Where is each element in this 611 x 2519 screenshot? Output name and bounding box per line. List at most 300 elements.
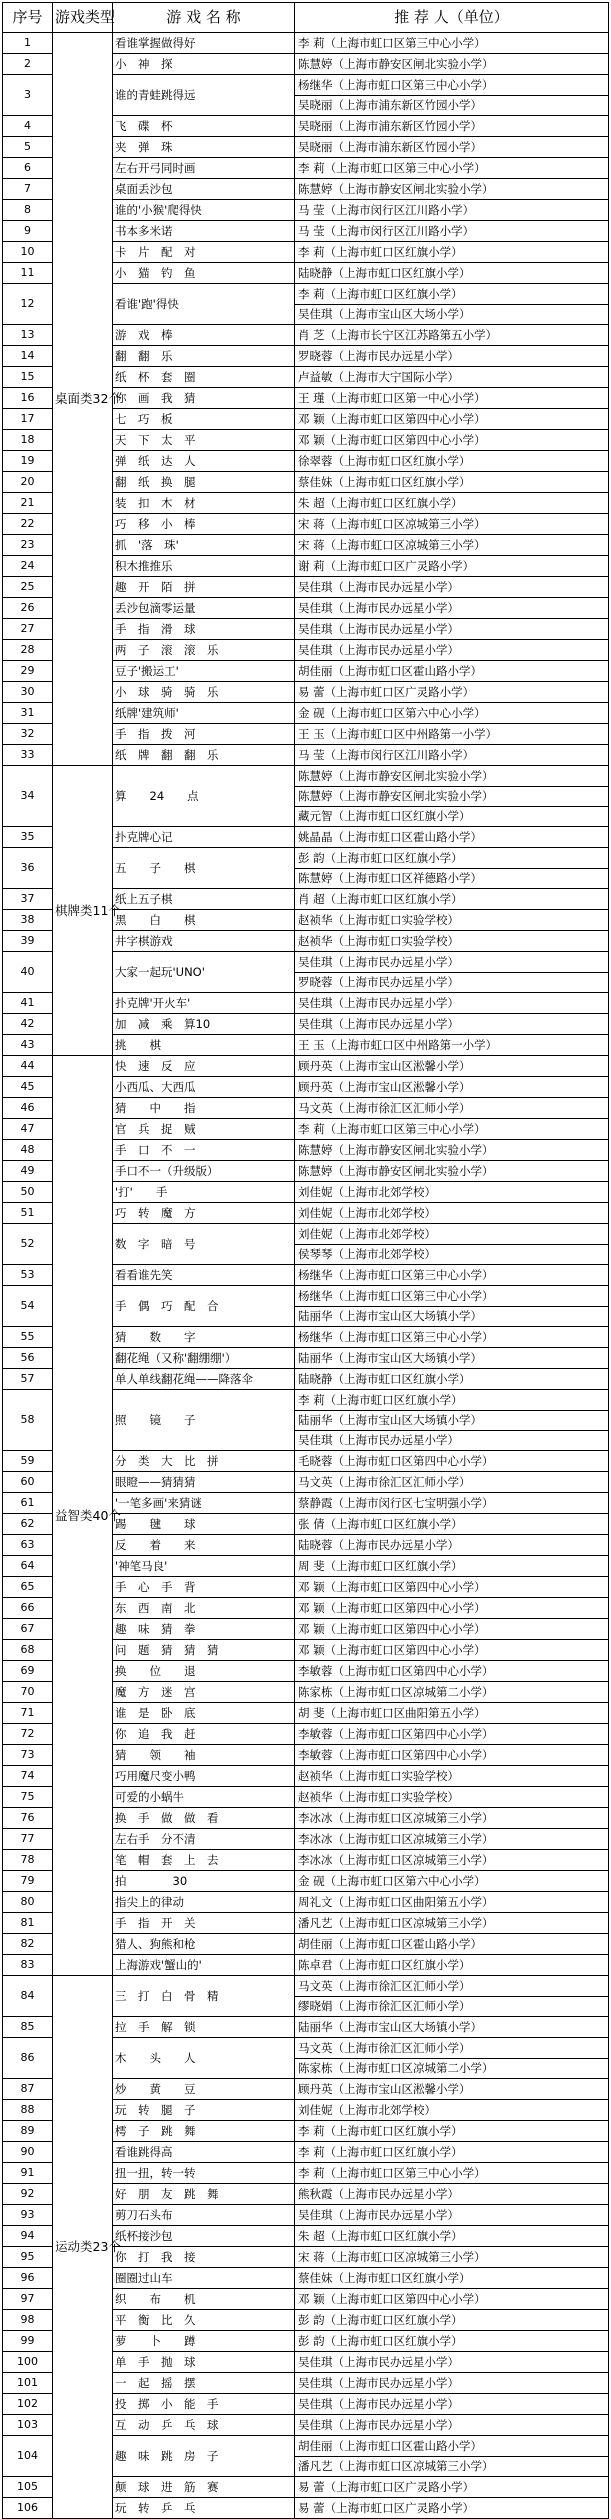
game-name: 七 巧 板 (113, 409, 295, 430)
game-name: 东 西 南 北 (113, 1598, 295, 1619)
row-number: 23 (3, 535, 53, 556)
recommender-cell (295, 388, 609, 409)
row-number: 25 (3, 577, 53, 598)
row-number: 74 (3, 1766, 53, 1787)
recommender-cell (295, 2079, 609, 2100)
game-name: 手口不一（升级版） (113, 1161, 295, 1182)
recommender-entry: 马文英（上海市徐汇区汇师小学） (298, 1101, 471, 1115)
game-name: 可爱的小蜗牛 (113, 1787, 295, 1808)
row-number: 14 (3, 346, 53, 367)
row-number: 42 (3, 1014, 53, 1035)
row-number: 29 (3, 661, 53, 682)
recommender-entry: 顾丹英（上海市宝山区淞馨小学） (298, 2082, 471, 2096)
row-number: 8 (3, 200, 53, 221)
game-name: 数 字 暗 号 (113, 1224, 295, 1265)
recommender-entry: 吴佳琪（上海市民办远星小学） (298, 996, 459, 1010)
game-name: 互 动 乒 乓 球 (113, 2415, 295, 2436)
recommender-entry: 易 蕾（上海市虹口区广灵路小学） (298, 2480, 475, 2494)
row-number: 17 (3, 409, 53, 430)
recommender-cell (295, 514, 609, 535)
recommender-cell (295, 1808, 609, 1829)
game-name: 纸杯接沙包 (113, 2226, 295, 2247)
recommender-cell (295, 54, 609, 75)
row-number: 76 (3, 1808, 53, 1829)
game-name: 黑 白 棋 (113, 910, 295, 931)
game-name: 趣 开 陌 拼 (113, 577, 295, 598)
table-row (3, 1976, 609, 2017)
row-number: 88 (3, 2100, 53, 2121)
row-number: 51 (3, 1203, 53, 1224)
recommender-cell (295, 556, 609, 577)
recommender-entry: 邓 颖（上海市虹口区第四中心小学） (298, 1622, 486, 1636)
recommender-cell (295, 2331, 609, 2352)
category-cell: 棋牌类11个 (53, 766, 113, 1056)
game-name: 纸牌'建筑师' (113, 703, 295, 724)
game-name: 快 速 反 应 (113, 1056, 295, 1077)
row-number: 16 (3, 388, 53, 409)
game-name: 看谁跳得高 (113, 2142, 295, 2163)
recommender-entry: 宋 蒋（上海市虹口区凉城第三小学） (298, 2250, 486, 2264)
row-number: 55 (3, 1327, 53, 1348)
row-number: 57 (3, 1369, 53, 1390)
recommender-cell (295, 1265, 609, 1286)
recommender-entry: 宋 蒋（上海市虹口区凉城第三小学） (298, 517, 486, 531)
recommender-entry: 刘佳妮（上海市北郊学校） (298, 1227, 436, 1241)
recommender-cell (295, 2038, 609, 2079)
recommender-cell (295, 1703, 609, 1724)
game-name: 丢沙包滴零运量 (113, 598, 295, 619)
recommender-entry: 杨继华（上海市虹口区第三中心小学） (298, 1289, 494, 1303)
row-number: 49 (3, 1161, 53, 1182)
game-name: 猎人、狗熊和枪 (113, 1934, 295, 1955)
row-number: 71 (3, 1703, 53, 1724)
row-number: 85 (3, 2017, 53, 2038)
game-name: 炒 黄 豆 (113, 2079, 295, 2100)
recommender-entry: 胡 斐（上海市虹口区曲阳第五小学） (298, 1706, 486, 1720)
recommender-cell (295, 2415, 609, 2436)
recommender-entry: 赵祯华（上海市虹口实验学校） (298, 913, 459, 927)
row-number: 72 (3, 1724, 53, 1745)
recommender-entry: 吴佳琪（上海市民办远星小学） (298, 622, 459, 636)
recommender-entry: 陆丽华（上海市宝山区大场镇小学） (295, 1306, 608, 1326)
recommender-cell (295, 1619, 609, 1640)
recommender-entry: 彭 韵（上海市虹口区红旗小学） (298, 2313, 463, 2327)
category-cell: 益智类40个 (53, 1056, 113, 1976)
row-number: 34 (3, 766, 53, 827)
recommender-cell (295, 367, 609, 388)
recommender-entry: 邓 颖（上海市虹口区第四中心小学） (298, 2292, 486, 2306)
recommender-cell (295, 1745, 609, 1766)
category-cell: 桌面类32个 (53, 33, 113, 766)
recommender-entry: 李敏蓉（上海市虹口区第四中心小学） (298, 1664, 494, 1678)
recommender-cell (295, 200, 609, 221)
recommender-entry: 马 莹（上海市闵行区江川路小学） (298, 224, 475, 238)
header-category: 游戏类型 (53, 3, 113, 33)
row-number: 11 (3, 263, 53, 284)
row-number: 19 (3, 451, 53, 472)
recommender-entry: 潘凡艺（上海市虹口区凉城第三小学） (295, 2456, 608, 2476)
recommender-entry: 刘佳妮（上海市北郊学校） (298, 1206, 436, 1220)
recommender-entry: 陆丽华（上海市宝山区大场镇小学） (295, 1410, 608, 1430)
recommender-entry: 周 斐（上海市虹口区红旗小学） (298, 1559, 463, 1573)
game-name: 踢 毽 球 (113, 1514, 295, 1535)
row-number: 56 (3, 1348, 53, 1369)
recommender-entry: 胡佳丽（上海市虹口区霍山路小学） (298, 2439, 482, 2453)
row-number: 83 (3, 1955, 53, 1976)
recommender-cell (295, 952, 609, 993)
recommender-entry: 陈慧婷（上海市静安区闸北实验小学） (298, 57, 494, 71)
recommender-cell (295, 1140, 609, 1161)
recommender-cell (295, 1514, 609, 1535)
row-number: 4 (3, 116, 53, 137)
row-number: 6 (3, 158, 53, 179)
category-cell: 运动类23个 (53, 1976, 113, 2519)
recommender-entry: 蔡静霞（上海市闵行区七宝明强小学） (298, 1496, 494, 1510)
game-name: 书本多米诺 (113, 221, 295, 242)
recommender-entry: 罗晓蓉（上海市民办远星小学） (295, 972, 608, 992)
recommender-entry: 李 莉（上海市虹口区第三中心小学） (298, 36, 486, 50)
game-name: 谁的'小猴'爬得快 (113, 200, 295, 221)
row-number: 77 (3, 1829, 53, 1850)
recommender-entry: 陈家栋（上海市虹口区凉城第二小学） (298, 1685, 494, 1699)
row-number: 73 (3, 1745, 53, 1766)
row-number: 3 (3, 75, 53, 116)
row-number: 20 (3, 472, 53, 493)
game-name: 樗 子 跳 舞 (113, 2121, 295, 2142)
row-number: 7 (3, 179, 53, 200)
recommender-entry: 杨继华（上海市虹口区第三中心小学） (298, 1330, 494, 1344)
recommender-cell (295, 1682, 609, 1703)
row-number: 105 (3, 2477, 53, 2498)
recommender-cell (295, 1224, 609, 1265)
row-number: 9 (3, 221, 53, 242)
recommender-entry: 吴佳琪（上海市民办远星小学） (298, 2355, 459, 2369)
recommender-entry: 陈慧婷（上海市静安区闸北实验小学） (298, 1143, 494, 1157)
game-name: 问 题 猜 猜 猜 (113, 1640, 295, 1661)
row-number: 5 (3, 137, 53, 158)
row-number: 32 (3, 724, 53, 745)
game-name: 玩 转 乒 乓 (113, 2498, 295, 2519)
game-name: 单 手 抛 球 (113, 2352, 295, 2373)
recommender-entry: 吴晓丽（上海市浦东新区竹园小学） (295, 95, 608, 115)
recommender-cell (295, 116, 609, 137)
row-number: 68 (3, 1640, 53, 1661)
row-number: 96 (3, 2268, 53, 2289)
row-number: 99 (3, 2331, 53, 2352)
recommender-cell (295, 284, 609, 325)
recommender-cell (295, 619, 609, 640)
recommender-cell (295, 1035, 609, 1056)
row-number: 10 (3, 242, 53, 263)
game-name: 眼瞪——猜猜猜 (113, 1472, 295, 1493)
game-name: 看看谁先笑 (113, 1265, 295, 1286)
table-body (3, 33, 609, 2519)
recommender-cell (295, 1724, 609, 1745)
recommender-cell (295, 1056, 609, 1077)
recommender-entry: 赵祯华（上海市虹口实验学校） (298, 1769, 459, 1783)
game-name: 翻花绳（又称'翻绷绷'） (113, 1348, 295, 1369)
row-number: 95 (3, 2247, 53, 2268)
recommender-cell (295, 1577, 609, 1598)
recommender-cell (295, 2184, 609, 2205)
recommender-cell (295, 2100, 609, 2121)
row-number: 70 (3, 1682, 53, 1703)
table-row (3, 1056, 609, 1077)
row-number: 36 (3, 848, 53, 889)
game-name: 一 起 摇 摆 (113, 2373, 295, 2394)
recommender-cell (295, 2226, 609, 2247)
game-name: 单人单线翻花绳——降落伞 (113, 1369, 295, 1390)
recommender-cell (295, 158, 609, 179)
game-name: 手 指 滑 球 (113, 619, 295, 640)
recommender-entry: 顾丹英（上海市宝山区淞馨小学） (298, 1059, 471, 1073)
row-number: 94 (3, 2226, 53, 2247)
game-name: 颠 球 进 筋 赛 (113, 2477, 295, 2498)
recommender-cell (295, 346, 609, 367)
recommender-entry: 侯琴琴（上海市北郊学校） (295, 1244, 608, 1264)
recommender-cell (295, 75, 609, 116)
row-number: 78 (3, 1850, 53, 1871)
header-no: 序号 (3, 3, 53, 33)
recommender-cell (295, 137, 609, 158)
recommender-cell (295, 2017, 609, 2038)
game-name: 飞 碟 杯 (113, 116, 295, 137)
row-number: 28 (3, 640, 53, 661)
row-number: 44 (3, 1056, 53, 1077)
recommender-entry: 易 蕾（上海市虹口区广灵路小学） (298, 685, 475, 699)
recommender-cell (295, 931, 609, 952)
row-number: 45 (3, 1077, 53, 1098)
row-number: 106 (3, 2498, 53, 2519)
row-number: 104 (3, 2436, 53, 2477)
game-name: '一笔多画'来猜谜 (113, 1493, 295, 1514)
recommender-cell (295, 325, 609, 346)
recommender-cell (295, 2477, 609, 2498)
game-name: 你 画 我 猜 (113, 388, 295, 409)
game-name: 抓 '落 珠' (113, 535, 295, 556)
row-number: 31 (3, 703, 53, 724)
game-name: 指尖上的律动 (113, 1892, 295, 1913)
recommender-cell (295, 577, 609, 598)
recommender-entry: 邓 颖（上海市虹口区第四中心小学） (298, 1643, 486, 1657)
game-name: 萝 卜 蹲 (113, 2331, 295, 2352)
recommender-cell (295, 1934, 609, 1955)
game-name: 官 兵 捉 贼 (113, 1119, 295, 1140)
game-name: 剪刀石头布 (113, 2205, 295, 2226)
recommender-entry: 宋 蒋（上海市虹口区凉城第三小学） (298, 538, 486, 552)
recommender-cell (295, 493, 609, 514)
recommender-entry: 杨继华（上海市虹口区第三中心小学） (298, 1268, 494, 1282)
recommender-entry: 陆丽华（上海市宝山区大场镇小学） (298, 1351, 482, 1365)
row-number: 100 (3, 2352, 53, 2373)
recommender-entry: 肖 超（上海市虹口区红旗小学） (298, 892, 463, 906)
game-name: 游 戏 棒 (113, 325, 295, 346)
game-name: 翻 翻 乐 (113, 346, 295, 367)
recommender-entry: 李 莉（上海市虹口区第三中心小学） (298, 2166, 486, 2180)
recommender-cell (295, 2436, 609, 2477)
recommender-cell (295, 2163, 609, 2184)
recommender-entry: 李 莉（上海市虹口区红旗小学） (298, 2145, 463, 2159)
recommender-entry: 王 瑾（上海市虹口区第一中心小学） (298, 391, 486, 405)
recommender-cell (295, 451, 609, 472)
game-name: 织 布 机 (113, 2289, 295, 2310)
recommender-entry: 陈卓君（上海市虹口区红旗小学） (298, 1958, 471, 1972)
recommender-entry: 陈家栋（上海市虹口区凉城第二小学） (295, 2058, 608, 2078)
row-number: 24 (3, 556, 53, 577)
game-name: 小 猫 钓 鱼 (113, 263, 295, 284)
row-number: 35 (3, 827, 53, 848)
recommender-entry: 熊秋霞（上海市民办远星小学） (298, 2187, 459, 2201)
row-number: 18 (3, 430, 53, 451)
header-name: 游 戏 名 称 (113, 3, 295, 33)
row-number: 47 (3, 1119, 53, 1140)
recommender-entry: 李 莉（上海市虹口区红旗小学） (298, 245, 463, 259)
recommender-cell (295, 1493, 609, 1514)
recommender-cell (295, 2352, 609, 2373)
recommender-cell (295, 2247, 609, 2268)
recommender-cell (295, 1640, 609, 1661)
game-name: 你 追 我 赶 (113, 1724, 295, 1745)
recommender-cell (295, 430, 609, 451)
recommender-entry: 金 砚（上海市虹口区第六中心小学） (298, 1874, 486, 1888)
game-name: 扑克牌心记 (113, 827, 295, 848)
recommender-entry: 陈慧婷（上海市静安区闸北实验小学） (298, 182, 494, 196)
recommender-entry: 王 玉（上海市虹口区中州路第一小学） (298, 1038, 498, 1052)
game-name: 加 减 乘 算10 (113, 1014, 295, 1035)
recommender-cell (295, 1829, 609, 1850)
game-name: 巧 移 小 棒 (113, 514, 295, 535)
game-name: 左右手 分不清 (113, 1829, 295, 1850)
row-number: 48 (3, 1140, 53, 1161)
table-row (3, 33, 609, 54)
recommender-entry: 吴佳琪（上海市民办远星小学） (298, 2397, 459, 2411)
recommender-cell (295, 1871, 609, 1892)
game-name: 纸上五子棋 (113, 889, 295, 910)
recommender-cell (295, 1203, 609, 1224)
recommender-cell (295, 827, 609, 848)
row-number: 33 (3, 745, 53, 766)
row-number: 81 (3, 1913, 53, 1934)
row-number: 21 (3, 493, 53, 514)
recommender-entry: 吴佳琪（上海市民办远星小学） (298, 580, 459, 594)
recommender-entry: 马文英（上海市徐汇区汇师小学） (298, 1475, 471, 1489)
recommender-cell (295, 33, 609, 54)
game-name: 装 扣 木 材 (113, 493, 295, 514)
recommender-cell (295, 1850, 609, 1871)
game-name: 井字棋游戏 (113, 931, 295, 952)
row-number: 13 (3, 325, 53, 346)
recommender-entry: 周礼文（上海市虹口区曲阳第五小学） (298, 1895, 494, 1909)
recommender-entry: 陈慧婷（上海市静安区闸北实验小学） (295, 786, 608, 806)
recommender-cell (295, 745, 609, 766)
game-name: 趣 味 猜 拳 (113, 1619, 295, 1640)
row-number: 15 (3, 367, 53, 388)
recommender-cell (295, 1976, 609, 2017)
game-name: 照 镜 子 (113, 1390, 295, 1451)
game-name: 玩 转 腿 子 (113, 2100, 295, 2121)
game-name: 手 口 不 一 (113, 1140, 295, 1161)
recommender-cell (295, 242, 609, 263)
game-name: 魔 方 迷 宫 (113, 1682, 295, 1703)
recommender-cell (295, 703, 609, 724)
game-name: 巧用魔尺变小鸭 (113, 1766, 295, 1787)
recommender-entry: 马 莹（上海市闵行区江川路小学） (298, 203, 475, 217)
recommender-cell (295, 1161, 609, 1182)
recommender-entry: 彭 韵（上海市虹口区红旗小学） (298, 2334, 463, 2348)
recommender-entry: 吴佳琪（上海市宝山区大场小学） (295, 304, 608, 324)
game-name: 谁的青蛙跳得远 (113, 75, 295, 116)
recommender-entry: 朱 超（上海市虹口区红旗小学） (298, 2229, 463, 2243)
recommender-cell (295, 1661, 609, 1682)
recommender-entry: 刘佳妮（上海市北郊学校） (298, 2103, 436, 2117)
row-number: 27 (3, 619, 53, 640)
row-number: 69 (3, 1661, 53, 1682)
recommender-entry: 蔡佳妹（上海市虹口区红旗小学） (298, 475, 471, 489)
recommender-cell (295, 1598, 609, 1619)
recommender-cell (295, 1286, 609, 1327)
recommender-entry: 蔡佳妹（上海市虹口区红旗小学） (298, 2271, 471, 2285)
recommender-entry: 胡佳丽（上海市虹口区霍山路小学） (298, 1937, 482, 1951)
recommender-cell (295, 2373, 609, 2394)
recommender-entry: 陆晓蓉（上海市民办远星小学） (298, 1538, 459, 1552)
row-number: 89 (3, 2121, 53, 2142)
recommender-entry: 邓 颖（上海市虹口区第四中心小学） (298, 1601, 486, 1615)
recommender-cell (295, 1369, 609, 1390)
recommender-cell (295, 1327, 609, 1348)
game-name: 手 偶 巧 配 合 (113, 1286, 295, 1327)
row-number: 64 (3, 1556, 53, 1577)
row-number: 87 (3, 2079, 53, 2100)
game-name: 算 24 点 (113, 766, 295, 827)
recommender-entry: 藏元智（上海市虹口区红旗小学） (295, 806, 608, 826)
recommender-entry: 李冰冰（上海市虹口区凉城第三小学） (298, 1853, 494, 1867)
row-number: 46 (3, 1098, 53, 1119)
recommender-cell (295, 1892, 609, 1913)
recommender-entry: 彭 韵（上海市虹口区红旗小学） (298, 851, 463, 865)
recommender-entry: 李敏蓉（上海市虹口区第四中心小学） (298, 1727, 494, 1741)
row-number: 39 (3, 931, 53, 952)
row-number: 52 (3, 1224, 53, 1265)
recommender-entry: 吴佳琪（上海市民办远星小学） (295, 1430, 608, 1450)
game-name: 笔 帽 套 上 去 (113, 1850, 295, 1871)
recommender-entry: 吴佳琪（上海市民办远星小学） (298, 955, 459, 969)
row-number: 43 (3, 1035, 53, 1056)
recommender-entry: 赵祯华（上海市虹口实验学校） (298, 1790, 459, 1804)
game-name: 弹 纸 达 人 (113, 451, 295, 472)
recommender-cell (295, 1098, 609, 1119)
game-name: 两 子 滚 滚 乐 (113, 640, 295, 661)
recommender-entry: 邓 颖（上海市虹口区第四中心小学） (298, 433, 486, 447)
recommender-cell (295, 598, 609, 619)
row-number: 75 (3, 1787, 53, 1808)
game-name: 积木推推乐 (113, 556, 295, 577)
game-name: 小 神 探 (113, 54, 295, 75)
game-name: 看谁'跑'得快 (113, 284, 295, 325)
recommender-entry: 谢 莉（上海市虹口区广灵路小学） (298, 559, 475, 573)
recommender-entry: 吴晓丽（上海市浦东新区竹园小学） (298, 119, 482, 133)
recommender-cell (295, 889, 609, 910)
recommender-cell (295, 640, 609, 661)
recommender-cell (295, 2310, 609, 2331)
recommender-cell (295, 263, 609, 284)
row-number: 90 (3, 2142, 53, 2163)
row-number: 60 (3, 1472, 53, 1493)
game-name: 拍 30 (113, 1871, 295, 1892)
game-name: 纸 杯 套 圈 (113, 367, 295, 388)
recommender-cell (295, 910, 609, 931)
recommender-cell (295, 1535, 609, 1556)
recommender-entry: 杨继华（上海市虹口区第三中心小学） (298, 78, 494, 92)
